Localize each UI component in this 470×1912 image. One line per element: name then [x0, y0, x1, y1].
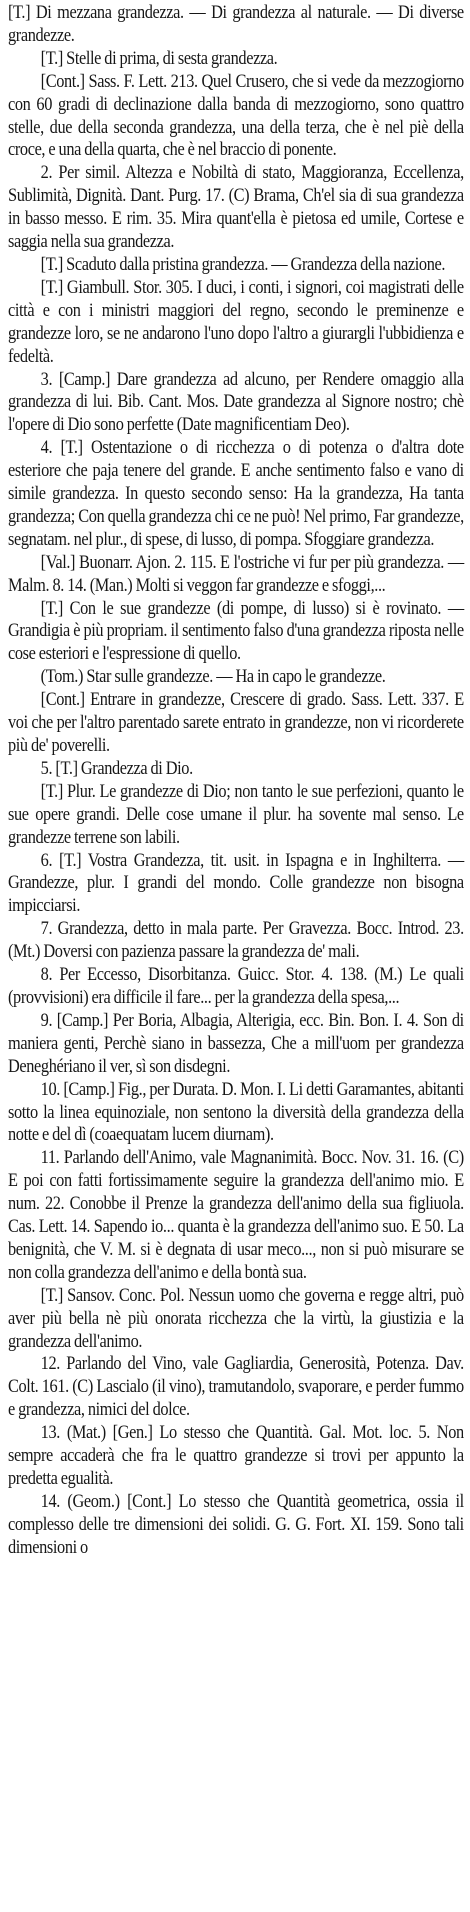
dictionary-paragraph: [Val.] Buonarr. Ajon. 2. 115. E l'ostriche vi fur per più grandezza. — Malm. 8. 14. (Man.) Molti si veggon far grandezze e sfoggi,...	[8, 551, 464, 596]
dictionary-paragraph: [T.] Di mezzana grandezza. — Di grandezza al naturale. — Di diverse grandezze.	[8, 2, 464, 46]
dictionary-paragraph: 10. [Camp.] Fig., per Durata. D. Mon. I. Li detti Garamantes, abitanti sotto la linea equinoziale, non sentono la diversità della grandezza della notte e del dì (coaequatam lucem diurnam).	[8, 1078, 464, 1146]
dictionary-paragraph: 6. [T.] Vostra Grandezza, tit. usit. in Ispagna e in Inghilterra. — Grandezze, plur. I grandi del mondo. Colle grandezze non bisogna impicciarsi.	[8, 849, 464, 917]
dictionary-paragraph: 14. (Geom.) [Cont.] Lo stesso che Quantità geometrica, ossia il complesso delle tre dimensioni dei solidi. G. G. Fort. XI. 159. Sono tali dimensioni o	[8, 1490, 464, 1558]
dictionary-paragraph: [T.] Stelle di prima, di sesta grandezza.	[40, 47, 278, 69]
dictionary-paragraph: 13. (Mat.) [Gen.] Lo stesso che Quantità. Gal. Mot. loc. 5. Non sempre accaderà che fra le quattro grandezze si trovi per appunto la predetta egualità.	[8, 1422, 464, 1489]
dictionary-paragraph: [T.] Sansov. Conc. Pol. Nessun uomo che governa e regge altri, può aver più bella nè più onorata ricchezza che la virtù, la giustizia e la grandezza dell'animo.	[8, 1284, 464, 1352]
dictionary-paragraph: [Cont.] Sass. F. Lett. 213. Quel Crusero, che si vede da mezzogiorno con 60 gradi di declinazione dalla banda di mezzogiorno, sono quattro stelle, due della seconda grandezza, una della terza, che è nel piè della croce, e una della quarta, che è nel braccio di ponente.	[8, 70, 464, 161]
dictionary-column	[8, 2, 464, 1560]
dictionary-paragraph: [T.] Giambull. Stor. 305. I duci, i conti, i signori, coi magistrati delle città e con i ministri maggiori del regno, secondo le preminenze e grandezze loro, se ne andarono l'uno dopo l'altro a giurargli l'ubbidienza e fedeltà.	[8, 276, 464, 367]
dictionary-paragraph: (Tom.) Star sulle grandezze. — Ha in capo le grandezze.	[40, 666, 386, 688]
dictionary-paragraph: 2. Per simil. Altezza e Nobiltà di stato, Maggioranza, Eccellenza, Sublimità, Dignità. Dant. Purg. 17. (C) Brama, Ch'el sia di sua grandezza in basso messo. E rim. 35. Mira quant'ella è pietosa ed umile, Cortese e saggia nella sua grandezza.	[8, 162, 464, 253]
dictionary-paragraph: 4. [T.] Ostentazione o di ricchezza o di potenza o d'altra dote esteriore che paja tenere del grande. E anche sentimento falso e vano di simile grandezza. In questo secondo senso: Ha la grandezza, Ha tanta grandezza; Con quella grandezza chi ce ne può! Nel primo, Far grandezze, segnatam. nel plur., di spese, di lusso, di pompa. Sfoggiare grandezza.	[8, 437, 464, 550]
dictionary-paragraph: 8. Per Eccesso, Disorbitanza. Guicc. Stor. 4. 138. (M.) Le quali (provvisioni) era difficile il fare... per la grandezza della spesa,...	[8, 964, 464, 1008]
dictionary-paragraph: [T.] Con le sue grandezze (di pompe, di lusso) si è rovinato. — Grandigia è più propriam. il sentimento falso d'una grandezza riposta nelle cose esteriori e l'espressione di quello.	[8, 597, 464, 665]
dictionary-paragraph: 5. [T.] Grandezza di Dio.	[40, 757, 193, 779]
dictionary-paragraph: 12. Parlando del Vino, vale Gagliardia, Generosità, Potenza. Dav. Colt. 161. (C) Lascialo (il vino), tramutandolo, svaporare, e perder fummo e grandezza, nimici del dolce.	[8, 1353, 464, 1421]
dictionary-paragraph: [Cont.] Entrare in grandezze, Crescere di grado. Sass. Lett. 337. E voi che per l'altro parentado sarete entrato in grandezze, non vi ricorderete più de' poverelli.	[8, 689, 464, 756]
dictionary-paragraph: 7. Grandezza, detto in mala parte. Per Gravezza. Bocc. Introd. 23. (Mt.) Doversi con pazienza passare la grandezza de' mali.	[8, 918, 464, 963]
dictionary-paragraph: 9. [Camp.] Per Boria, Albagia, Alterigia, ecc. Bin. Bon. I. 4. Son di maniera genti, Perchè siano in bassezza, Che a mill'uom per grandezza Deneghériano il ver, sì son disdegni.	[8, 1009, 464, 1077]
dictionary-paragraph: [T.] Plur. Le grandezze di Dio; non tanto le sue perfezioni, quanto le sue opere grandi. Delle cose umane il plur. ha sovente mal senso. Le grandezze terrene son labili.	[8, 780, 464, 848]
dictionary-paragraph: 11. Parlando dell'Animo, vale Magnanimità. Bocc. Nov. 31. 16. (C) E poi con fatti fortissimamente seguire la grandezza dell'animo mio. E num. 22. Conobbe il Prenze la grandezza dell'animo della sua figliuola. Cas. Lett. 14. Sapendo io... quanta è la grandezza dell'animo suo. E 50. La benignità, che V. M. si è degnata di usar meco..., non si può misurare se non colla grandezza dell'animo e della bontà sua.	[8, 1147, 464, 1283]
dictionary-paragraph: 3. [Camp.] Dare grandezza ad alcuno, per Rendere omaggio alla grandezza di lui. Bib. Cant. Mos. Date grandezza al Signore nostro; chè l'opere di Dio sono perfette (Date magnificentiam Deo).	[8, 368, 464, 436]
dictionary-paragraph: [T.] Scaduto dalla pristina grandezza. — Grandezza della nazione.	[40, 253, 446, 275]
